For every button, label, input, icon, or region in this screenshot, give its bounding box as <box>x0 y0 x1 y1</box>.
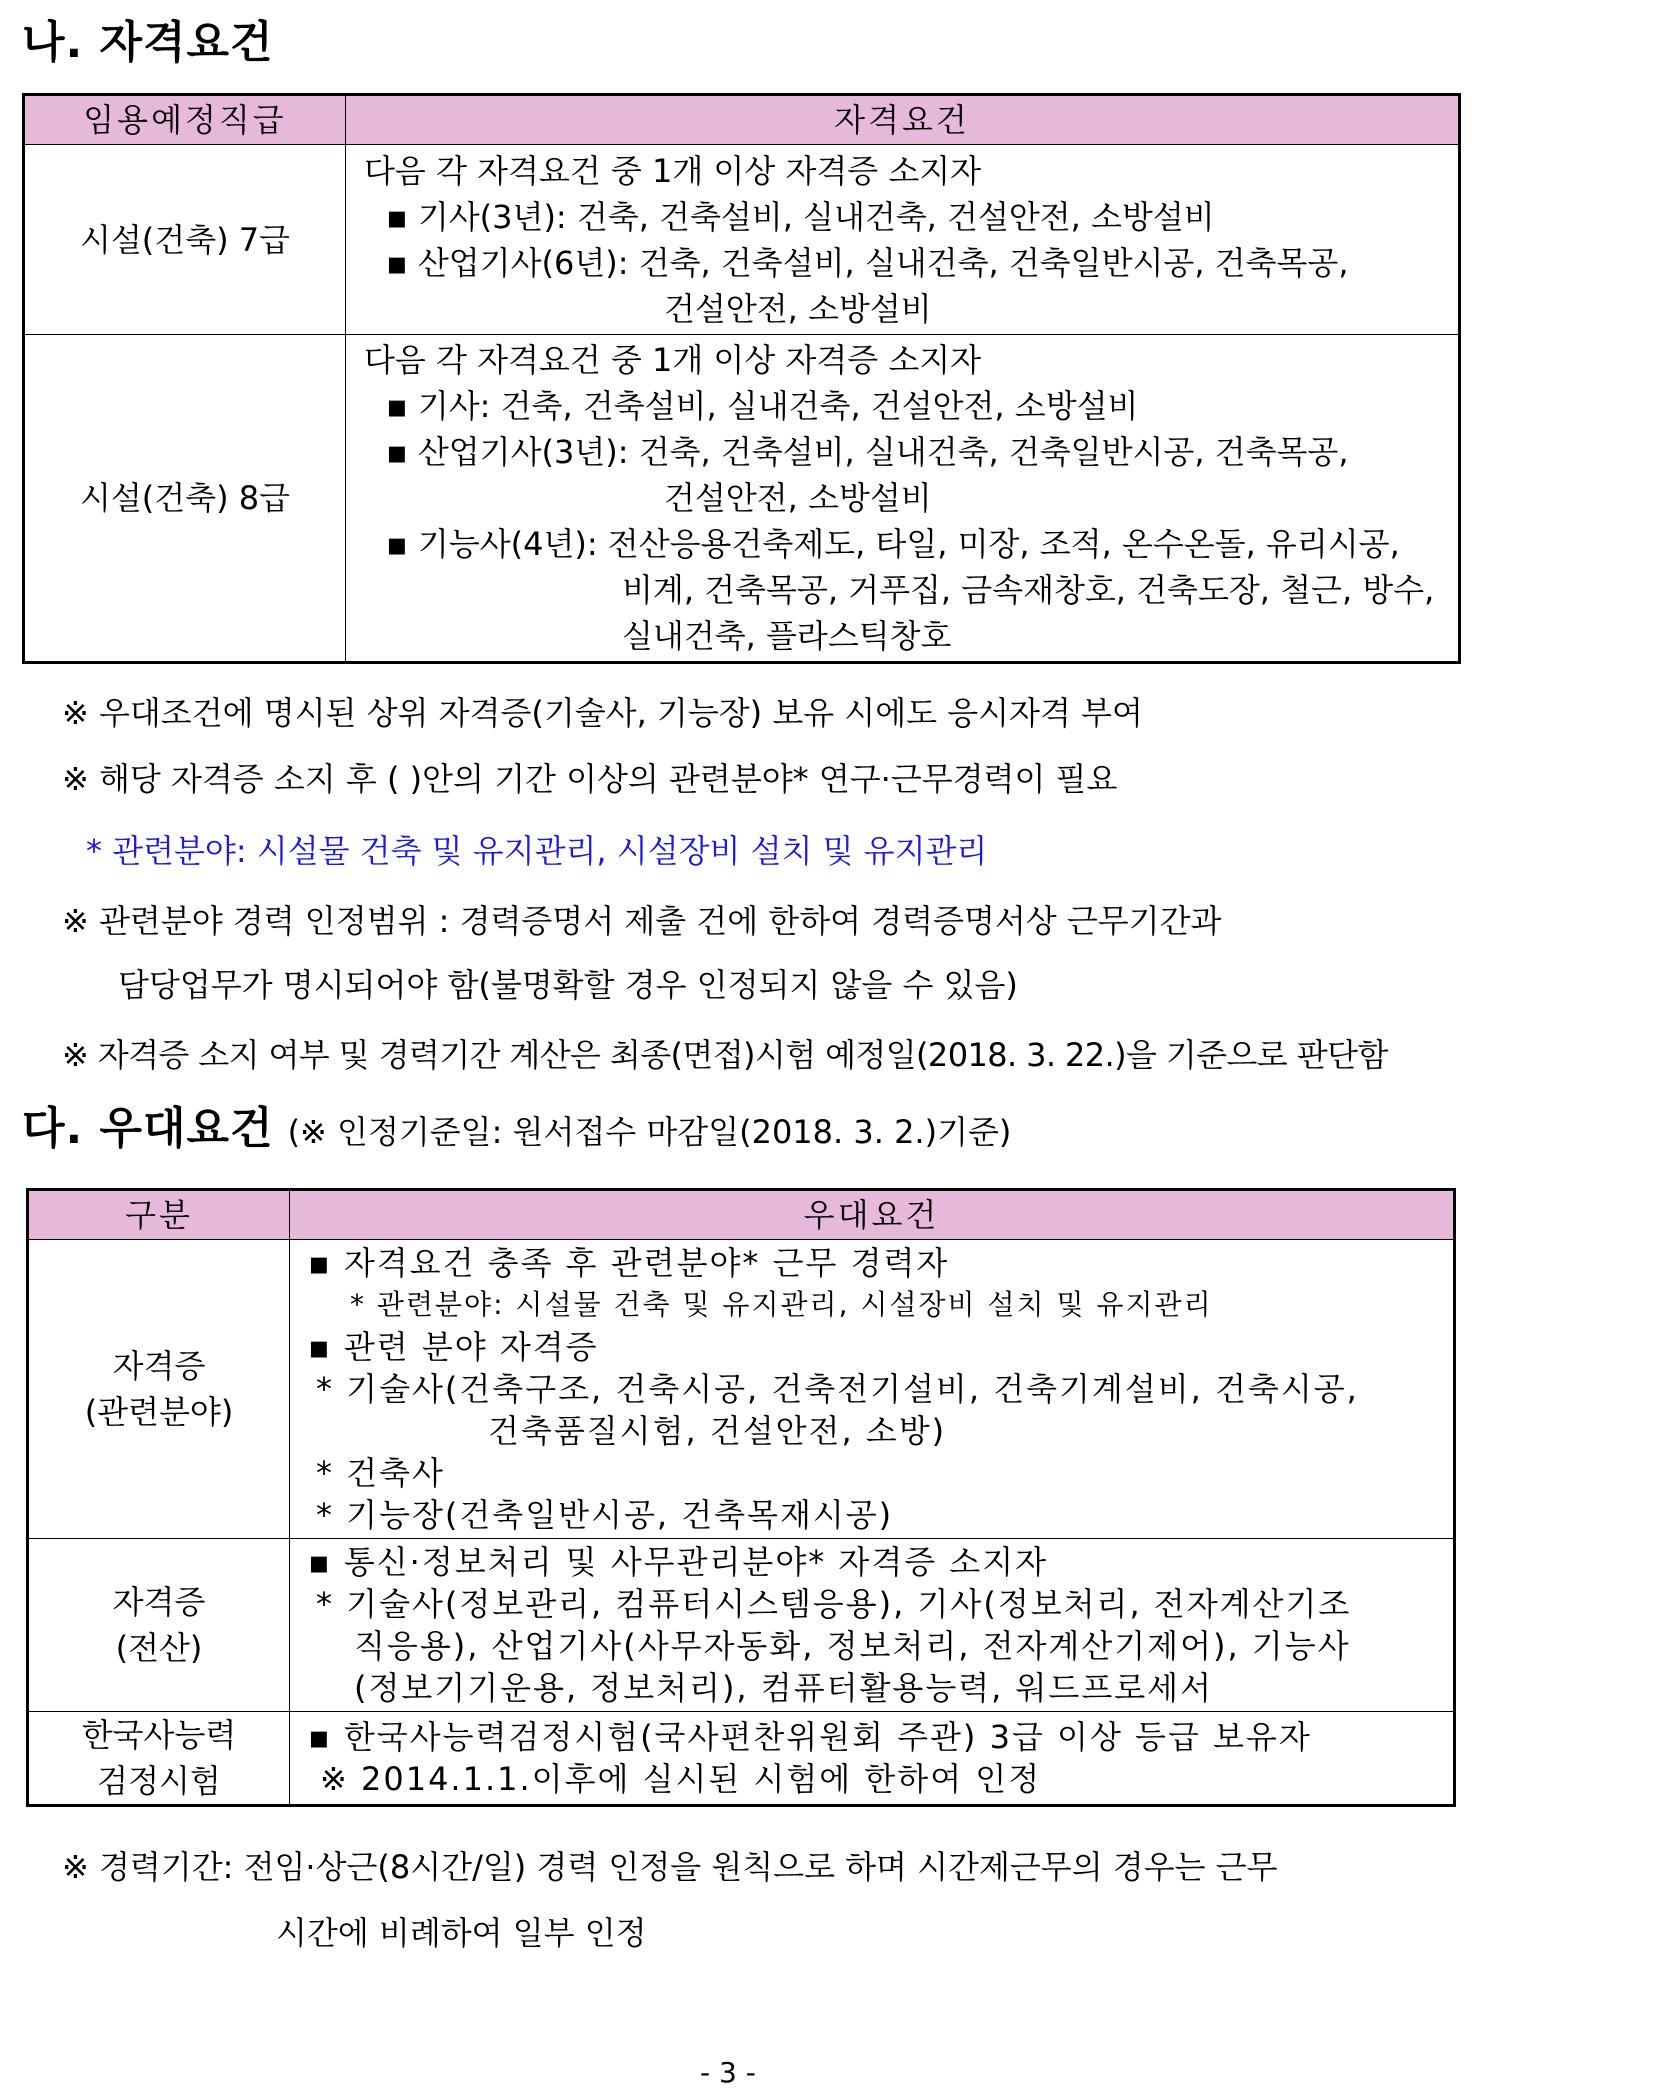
note-line: ※ 관련분야 경력 인정범위 : 경력증명서 제출 건에 한하여 경력증명서상 근무기간과 <box>62 902 1222 940</box>
preference-line: ▪ 통신·정보처리 및 사무관리분야* 자격증 소지자 <box>308 1543 1049 1581</box>
qualification-table <box>22 93 1461 664</box>
related-field-note: * 관련분야: 시설물 건축 및 유지관리, 시설장비 설치 및 유지관리 <box>86 832 988 870</box>
table-row <box>28 1539 1455 1712</box>
note-line: 담당업무가 명시되어야 함(불명확할 경우 인정되지 않을 수 있음) <box>118 966 1018 1004</box>
header-grade: 임용예정직급 <box>24 95 346 145</box>
page-number: - 3 - <box>700 2056 756 2089</box>
requirements-cell <box>346 335 1460 663</box>
preferences-cell <box>290 1539 1455 1712</box>
note-line: ※ 자격증 소지 여부 및 경력기간 계산은 최종(면접)시험 예정일(2018. 3. 22.)을 기준으로 판단함 <box>62 1036 1388 1074</box>
preference-table <box>26 1188 1456 1807</box>
table-row <box>28 1712 1455 1806</box>
requirement-line: 다음 각 자격요건 중 1개 이상 자격증 소지자 <box>364 151 982 190</box>
requirement-line: 비계, 건축목공, 거푸집, 금속재창호, 건축도장, 철근, 방수, <box>622 571 1435 609</box>
header-category: 구분 <box>28 1190 290 1240</box>
note-line: ※ 해당 자격증 소지 후 ( )안의 기간 이상의 관련분야* 연구·근무경력이 필요 <box>62 760 1118 798</box>
preference-line: * 기능장(건축일반시공, 건축목재시공) <box>316 1496 894 1534</box>
category-line: 검정시험 <box>97 1762 221 1800</box>
section-b-title: 나. 자격요건 <box>22 17 274 68</box>
preference-line: (정보기기운용, 정보처리), 컴퓨터활용능력, 워드프로세서 <box>354 1669 1213 1707</box>
requirement-line: ▪ 기능사(4년): 전산응용건축제도, 타일, 미장, 조적, 온수온돌, 유리시공, <box>386 525 1400 563</box>
preference-line: 건축품질시험, 건설안전, 소방) <box>488 1412 947 1450</box>
section-c-title-text: 다. 우대요건 <box>22 1103 274 1154</box>
category-cell <box>28 1712 290 1806</box>
requirement-line: ▪ 기사: 건축, 건축설비, 실내건축, 건설안전, 소방설비 <box>386 387 1139 425</box>
preference-line: ▪ 자격요건 충족 후 관련분야* 근무 경력자 <box>308 1244 950 1282</box>
note-line: ※ 우대조건에 명시된 상위 자격증(기술사, 기능장) 보유 시에도 응시자격 부여 <box>62 694 1143 732</box>
category-line: (관련분야) <box>84 1393 234 1431</box>
requirements-cell <box>346 145 1460 335</box>
preference-line: * 건축사 <box>316 1454 445 1492</box>
preference-line: * 관련분야: 시설물 건축 및 유지관리, 시설장비 설치 및 유지관리 <box>350 1288 1213 1321</box>
note-line: 시간에 비례하여 일부 인정 <box>276 1914 647 1952</box>
preference-line: ▪ 한국사능력검정시험(국사편찬위원회 주관) 3급 이상 등급 보유자 <box>308 1718 1312 1756</box>
requirement-line: ▪ 산업기사(3년): 건축, 건축설비, 실내건축, 건축일반시공, 건축목공, <box>386 433 1349 471</box>
category-line: 한국사능력 <box>81 1716 237 1754</box>
requirement-line: 건설안전, 소방설비 <box>664 289 932 328</box>
section-c-title <box>22 1092 1011 1156</box>
category-cell <box>28 1240 290 1539</box>
preference-line: 직응용), 산업기사(사무자동화, 정보처리, 전자계산기제어), 기능사 <box>354 1627 1351 1665</box>
category-cell <box>28 1539 290 1712</box>
requirement-line: ▪ 기사(3년): 건축, 건축설비, 실내건축, 건설안전, 소방설비 <box>386 197 1215 236</box>
header-preferences: 우대요건 <box>290 1190 1455 1240</box>
category-line: 자격증 <box>112 1347 206 1385</box>
requirement-line: 실내건축, 플라스틱창호 <box>622 617 952 655</box>
requirement-line: 다음 각 자격요건 중 1개 이상 자격증 소지자 <box>364 341 982 379</box>
table-row <box>24 335 1460 663</box>
table-header-row <box>28 1190 1455 1240</box>
note-line: ※ 경력기간: 전임·상근(8시간/일) 경력 인정을 원칙으로 하며 시간제근무의 경우는 근무 <box>62 1848 1278 1886</box>
preference-line: ▪ 관련 분야 자격증 <box>308 1328 599 1366</box>
requirement-line: 건설안전, 소방설비 <box>664 479 932 517</box>
section-c-subtitle: (※ 인정기준일: 원서접수 마감일(2018. 3. 2.)기준) <box>287 1113 1012 1151</box>
preference-line: * 기술사(정보관리, 컴퓨터시스템응용), 기사(정보처리, 전자계산기조 <box>316 1585 1352 1623</box>
table-row <box>28 1240 1455 1539</box>
preferences-cell <box>290 1240 1455 1539</box>
table-header-row <box>24 95 1460 145</box>
category-line: (전산) <box>115 1629 203 1667</box>
table-row <box>24 145 1460 335</box>
category-line: 자격증 <box>112 1583 206 1621</box>
requirement-line: ▪ 산업기사(6년): 건축, 건축설비, 실내건축, 건축일반시공, 건축목공, <box>386 243 1349 282</box>
preference-line: * 기술사(건축구조, 건축시공, 건축전기설비, 건축기계설비, 건축시공, <box>316 1370 1359 1408</box>
preference-line: ※ 2014.1.1.이후에 실시된 시험에 한하여 인정 <box>320 1760 1042 1798</box>
preferences-cell <box>290 1712 1455 1806</box>
grade-cell: 시설(건축) 8급 <box>24 335 346 663</box>
header-requirements: 자격요건 <box>346 95 1460 145</box>
grade-cell: 시설(건축) 7급 <box>24 145 346 335</box>
